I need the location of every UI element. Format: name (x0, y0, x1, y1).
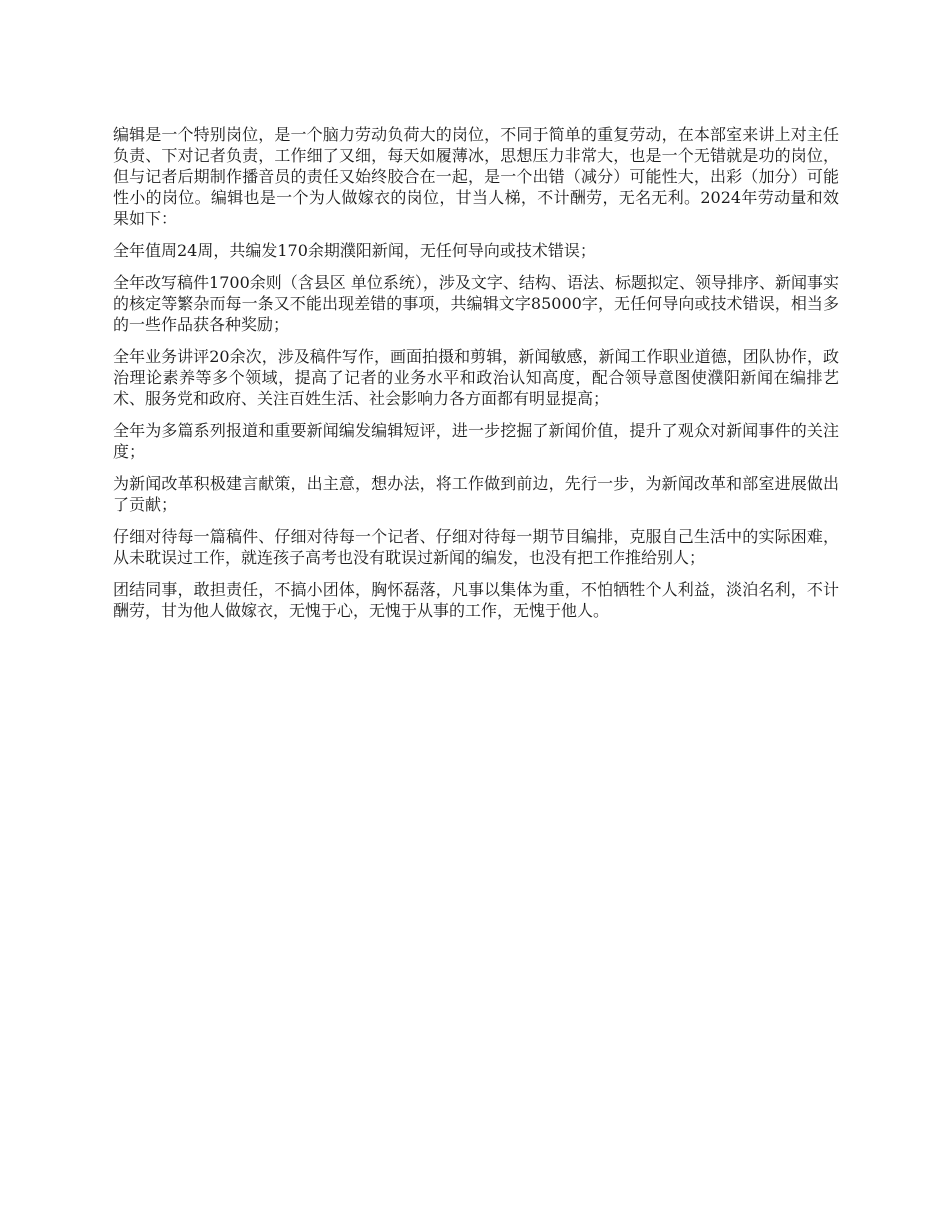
document-body (113, 124, 839, 632)
paragraph-diligence: 仔细对待每一篇稿件、仔细对待每一个记者、仔细对待每一期节目编排，克服自己生活中的实际困难，从未耽误过工作，就连孩子高考也没有耽误过新闻的编发，也没有把工作推给别人； (113, 527, 839, 567)
paragraph-duty-weeks: 全年值周24周，共编发170余期濮阳新闻，无任何导向或技术错误； (113, 241, 596, 260)
paragraph-intro: 编辑是一个特别岗位，是一个脑力劳动负荷大的岗位，不同于简单的重复劳动，在本部室来讲上对主任负责、下对记者负责，工作细了又细，每天如履薄冰，思想压力非常大，也是一个无错就是功的岗位，但与记者后期制作播音员的责任又始终胶合在一起，是一个出错（减分）可能性大，出彩（加分）可能性小的岗位。编辑也是一个为人做嫁衣的岗位，甘当人梯，不计酬劳，无名无利。2024年劳动量和效果如下： (113, 125, 839, 228)
paragraph-commentary: 全年为多篇系列报道和重要新闻编发编辑短评，进一步挖掘了新闻价值，提升了观众对新闻事件的关注度； (113, 421, 839, 461)
paragraph-reviews: 全年业务讲评20余次，涉及稿件写作，画面拍摄和剪辑，新闻敏感，新闻工作职业道德，团队协作，政治理论素养等多个领域，提高了记者的业务水平和政治认知高度，配合领导意图使濮阳新闻在编排艺术、服务党和政府、关注百姓生活、社会影响力各方面都有明显提高； (113, 347, 839, 408)
paragraph-teamwork: 团结同事，敢担责任，不搞小团体，胸怀磊落，凡事以集体为重，不怕牺牲个人利益，淡泊名利，不计酬劳，甘为他人做嫁衣，无愧于心，无愧于从事的工作，无愧于他人。 (113, 580, 839, 620)
paragraph-reform: 为新闻改革积极建言献策，出主意，想办法，将工作做到前边，先行一步，为新闻改革和部室进展做出了贡献； (113, 474, 839, 514)
paragraph-manuscripts: 全年改写稿件1700余则（含县区 单位系统），涉及文字、结构、语法、标题拟定、领导排序、新闻事实的核定等繁杂而每一条又不能出现差错的事项，共编辑文字85000字，无任何导向或技术错误，相当多的一些作品获各种奖励； (113, 273, 839, 334)
